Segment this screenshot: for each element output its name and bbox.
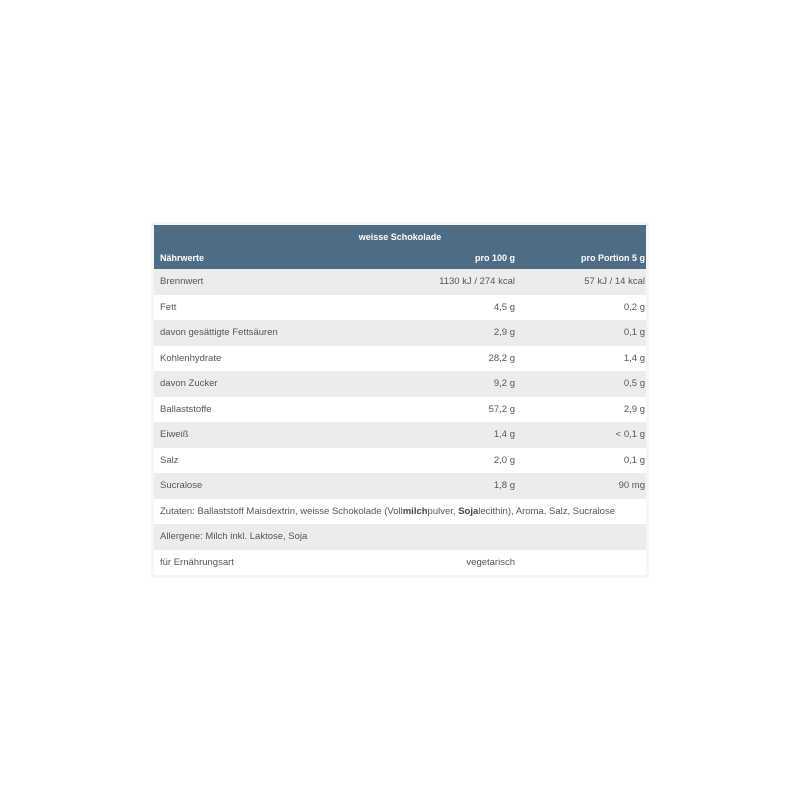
table-row (154, 269, 646, 295)
value-per-100g: 2,9 g (493, 327, 515, 339)
nutrient-label: Brennwert (160, 276, 204, 288)
value-per-portion: 1,4 g (623, 352, 645, 364)
allergen-highlight: Soja (458, 505, 479, 517)
table-row (154, 448, 646, 474)
allergens-row (154, 524, 646, 550)
ingredients-part: pulver, (427, 505, 459, 517)
value-per-portion: 90 mg (618, 480, 645, 492)
diet-row (154, 550, 646, 576)
allergen-highlight: milch (402, 505, 428, 517)
col-header-per-portion: pro Portion 5 g (581, 253, 645, 263)
ingredients-part: Zutaten: Ballaststoff Maisdextrin, weisse Schokolade (Voll (160, 505, 403, 517)
value-per-100g: 1130 kJ / 274 kcal (439, 276, 515, 288)
nutrient-label: Sucralose (160, 480, 203, 492)
nutrient-label: davon gesättigte Fettsäuren (160, 327, 278, 339)
value-per-100g: 4,5 g (493, 301, 515, 313)
value-per-portion: 0,1 g (623, 454, 645, 466)
nutrient-label: Eiweiß (160, 429, 189, 441)
value-per-portion: 0,1 g (623, 327, 645, 339)
value-per-100g: 28,2 g (488, 352, 515, 364)
table-header (154, 225, 646, 269)
table-row (154, 371, 646, 397)
nutrient-label: Salz (160, 454, 179, 466)
value-per-portion: < 0,1 g (615, 429, 645, 441)
table-row (154, 320, 646, 346)
table-row (154, 473, 646, 499)
column-headers (154, 247, 646, 269)
table-row (154, 397, 646, 423)
table-row (154, 295, 646, 321)
value-per-portion: 57 kJ / 14 kcal (584, 276, 645, 288)
value-per-100g: 9,2 g (493, 378, 515, 390)
value-per-portion: 0,2 g (623, 301, 645, 313)
diet-label: für Ernährungsart (160, 556, 234, 568)
nutrient-label: Fett (160, 301, 177, 313)
col-header-nutrients: Nährwerte (160, 253, 205, 263)
diet-value: vegetarisch (466, 556, 515, 568)
col-header-per-100g: pro 100 g (474, 253, 515, 263)
value-per-portion: 0,5 g (623, 378, 645, 390)
nutrient-label: Ballaststoffe (160, 403, 212, 415)
ingredients-row (154, 499, 646, 525)
table-row (154, 422, 646, 448)
value-per-100g: 2,0 g (493, 454, 515, 466)
ingredients-part: lecithin), Aroma, Salz, Sucralose (478, 505, 616, 517)
nutrient-label: Kohlenhydrate (160, 352, 222, 364)
value-per-100g: 1,4 g (493, 429, 515, 441)
nutrition-table (151, 222, 649, 578)
nutrient-label: davon Zucker (160, 378, 218, 390)
value-per-100g: 1,8 g (493, 480, 515, 492)
allergens-text: Allergene: Milch inkl. Laktose, Soja (160, 531, 308, 543)
table-title: weisse Schokolade (358, 232, 442, 242)
value-per-100g: 57,2 g (488, 403, 515, 415)
table-row (154, 346, 646, 372)
value-per-portion: 2,9 g (623, 403, 645, 415)
ingredients-text (160, 506, 615, 517)
